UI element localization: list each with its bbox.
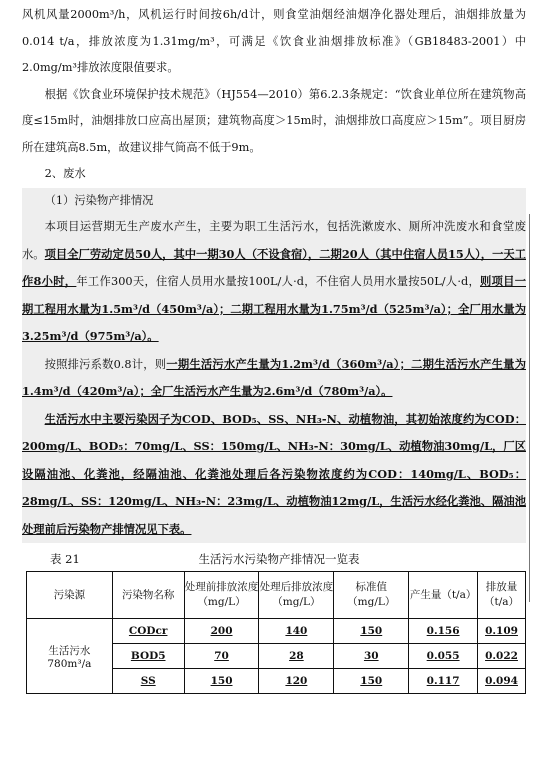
- pollutant-concentration-text: 生活污水中主要污染因子为COD、BOD₅、SS、NH₃-N、动植物油，其初始浓度约为COD：200mg/L、BOD₅：70mg/L、SS：150mg/L、NH₃-N：30mg/L、动植物油30mg/L，厂区设隔油池、化粪池，经隔油池、化粪池处理后各污染物浓度约为COD：140mg/L、BOD₅：28mg/L、SS：120mg/L、NH₃-N：23mg/L、动植物油12mg/L，生活污水经化粪池、隔油池处理前后污染物产排情况见下表。: [22, 411, 526, 536]
- sewage-coefficient-text: 按照排污系数0.8计，则: [44, 357, 167, 371]
- produced-cell: 0.156: [409, 619, 478, 644]
- table-caption: [22, 549, 526, 571]
- header-before: 处理前排放浓度（mg/L）: [184, 572, 259, 619]
- table-header-row: [27, 572, 526, 619]
- before-cell: 150: [184, 669, 259, 694]
- header-standard: 标准值（mg/L）: [334, 572, 409, 619]
- header-source: 污染源: [27, 572, 113, 619]
- standard-cell: 150: [334, 669, 409, 694]
- table-row: [27, 619, 526, 644]
- after-cell: 120: [259, 669, 334, 694]
- produced-cell: 0.117: [409, 669, 478, 694]
- emitted-cell: 0.094: [478, 669, 526, 694]
- table-number: 表 21: [50, 552, 80, 566]
- header-after: 处理后排放浓度（mg/L）: [259, 572, 334, 619]
- standard-cell: 150: [334, 619, 409, 644]
- header-emitted: 排放量（t/a）: [478, 572, 526, 619]
- water-quota-text: 年工作300天，住宿人员用水量按100L/人·d，不住宿人员用水量按50L/人·d，: [76, 275, 481, 288]
- produced-cell: 0.055: [409, 644, 478, 669]
- paragraph-stack-height: 根据《饮食业环境保护技术规范》（HJ554—2010）第6.2.3条规定：“饮食业单位所在建筑物高度≤15m时，油烟排放口应高出屋顶；建筑物高度＞15m时，油烟排放口高度应＞15m”。项目厨房所在建筑高8.5m，故建议排气筒高不低于9m。: [22, 87, 526, 154]
- paragraph-pollutant-concentration: [22, 406, 526, 544]
- pollutant-name-cell: CODcr: [112, 619, 184, 644]
- pollutant-table: [26, 571, 526, 694]
- water-volume-text: 则项目一期工程用水量为1.5m³/d（450m³/a）；二期工程用水量为1.75m³/d（525m³/a）；全厂用水量为3.25m³/d（975m³/a）。: [22, 274, 526, 343]
- emitted-cell: 0.022: [478, 644, 526, 669]
- header-pollutant: 污染物名称: [112, 572, 184, 619]
- pollutant-name-cell: SS: [112, 669, 184, 694]
- header-produced: 产生量（t/a）: [409, 572, 478, 619]
- margin-line: [529, 214, 530, 602]
- after-cell: 140: [259, 619, 334, 644]
- before-cell: 200: [184, 619, 259, 644]
- water-usage-intro: 本项目运营期无生产废水产生，主要为职工生活污水，包括洗漱废水、厕所冲洗废水和食堂废水。: [22, 220, 526, 261]
- staffing-text: 项目全厂劳动定员50人，其中一期30人（不设食宿），二期20人（其中住宿人员15人），一天工作8小时，: [22, 246, 526, 288]
- section-heading-wastewater: 2、废水: [44, 167, 86, 180]
- sewage-volume-text: 一期生活污水产生量为1.2m³/d（360m³/a）；二期生活污水产生量为1.4m³/d（420m³/a）；全厂生活污水产生量为2.6m³/d（780m³/a）。: [22, 356, 526, 398]
- paragraph-water-usage: [22, 214, 526, 351]
- before-cell: 70: [184, 644, 259, 669]
- standard-cell: 30: [334, 644, 409, 669]
- paragraph-sewage-volume: [22, 351, 526, 406]
- pollutant-name-cell: BOD5: [112, 644, 184, 669]
- after-cell: 28: [259, 644, 334, 669]
- subsection-heading-pollutants: （1）污染物产排情况: [22, 188, 526, 215]
- source-cell: 生活污水780m³/a: [27, 619, 113, 694]
- emitted-cell: 0.109: [478, 619, 526, 644]
- table-title: 生活污水污染物产排情况一览表: [198, 552, 360, 566]
- paragraph-fume-emission: 风机风量2000m³/h，风机运行时间按6h/d计，则食堂油烟经油烟净化器处理后，油烟排放量为0.014 t/a，排放浓度为1.31mg/m³，可满足《饮食业油烟排放标准》（GB18483-2001）中2.0mg/m³排放浓度限值要求。: [22, 8, 526, 74]
